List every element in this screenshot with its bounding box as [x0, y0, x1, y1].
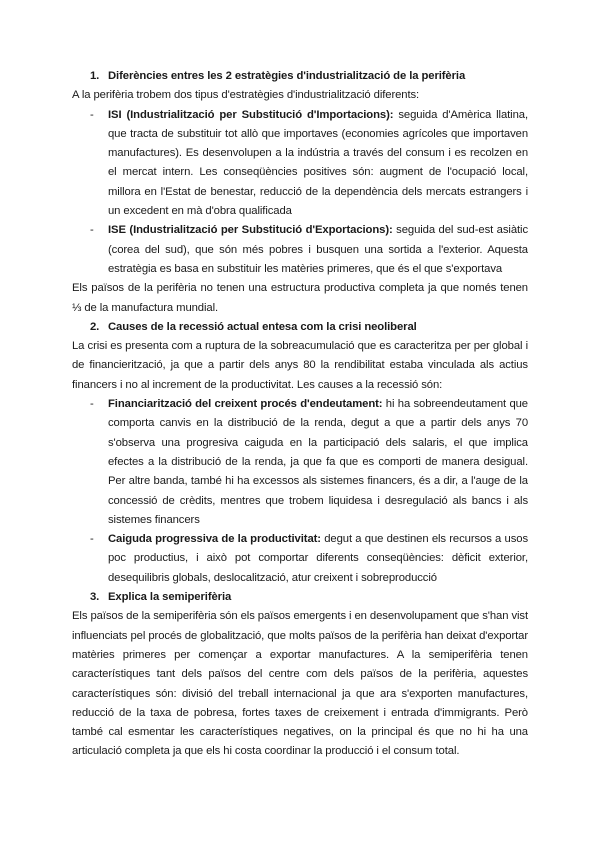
item-text: hi ha sobreendeutament que comporta canvis en la distribució de la renda, degut a que a partir dels anys 70 s'observa una progresiva caiguda en la participació dels salaris, el que implica efectes a la distribució de la renda, ja que fa que es comporti de manera desigual. Per altre banda, també hi ha excessos als sistemes financers, és a dir, a l'auge de la concessió de crèdits, mentres que trobem liquidesa i desregulació als bancs i als sistemes financers	[108, 398, 528, 526]
item-term: Caiguda progressiva de la productivitat:	[108, 533, 321, 546]
section-1-heading	[90, 67, 528, 86]
section-title: Causes de la recessió actual entesa com la crisi neoliberal	[108, 320, 417, 333]
section-title: Diferències entres les 2 estratègies d'industrialització de la perifèria	[108, 70, 466, 82]
document-page	[72, 67, 528, 762]
item-term: ISE (Industrialització per Substitució d'Exportacions):	[108, 224, 393, 237]
item-text: degut a que destinen els recursos a usos poc productius, i això pot comportar diferents conseqüències: dèficit exterior, desequilibris globals, deslocalització, atur creixent i sobreproducció	[108, 533, 528, 584]
item-term: Financiarització del creixent procés d'endeutament:	[108, 398, 383, 411]
section-2-heading	[90, 318, 528, 337]
item-text: seguida d'Amèrica llatina, que tracta de substituir tot allò que importaves (economies agrícoles que importaven manufactures). Es desenvolupen a la indústria a través del consum i es recolzen en el mercat intern. Les conseqüències positives són: augment de l'ocupació local, millora en l'Estat de benestar, reducció de la dependència dels mercats estrangers i un excedent en mà d'obra qualificada	[108, 108, 528, 218]
list-item	[90, 221, 528, 279]
section-number: 3.	[90, 591, 100, 604]
bullet-dash: -	[90, 533, 94, 546]
list-item	[90, 106, 528, 222]
item-term: ISI (Industrialització per Substitució d'Importacions):	[108, 108, 394, 121]
list-item	[90, 530, 528, 588]
bullet-dash: -	[90, 398, 94, 411]
item-text: seguida del sud-est asiàtic (corea del sud), que són més pobres i busquen una sortida a l'exterior. Aquesta estratègia es basa en substituir les matèries primeres, que és el que s'exportava	[108, 224, 528, 275]
section-3-intro: Els països de la semiperifèria són els països emergents i en desenvolupament que s'han vist influenciats pel procés de globalització, que molts països de la perifèria han deixat d'exportar matèries primeres per començar a exportar manufactures. A la semiperifèria tenen característiques tant dels països del centre com dels països de la perifèria, aquestes característiques són: divisió del treball internacional ja que ara s'exporten manufactures, reducció de la taxa de pobresa, fortes taxes de creixement i entrada d'immigrants. Però també cal esmentar les característiques negatives, on la principal és que no hi ha una articulació completa ja que els hi costa coordinar la producció i el consum total.	[72, 610, 528, 758]
bullet-dash: -	[90, 108, 94, 121]
section-3-heading	[90, 588, 528, 607]
section-2-intro: La crisi es presenta com a ruptura de la sobreacumulació que es caracteritza per per global i de financierització, ja que a partir dels anys 80 la rendibilitat estaba vinculada als actius financers i no al increment de la productivitat. Les causes a la recessió són:	[72, 340, 528, 391]
section-1-intro: A la perifèria trobem dos tipus d'estratègies d'industrialització diferents:	[72, 89, 420, 102]
section-number: 2.	[90, 320, 100, 333]
section-1-outro: Els països de la perifèria no tenen una estructura productiva completa ja que només tenen ⅓ de la manufactura mundial.	[72, 282, 528, 314]
bullet-dash: -	[90, 224, 94, 237]
section-title: Explica la semiperifèria	[108, 591, 232, 604]
section-number: 1.	[90, 70, 100, 82]
list-item	[90, 395, 528, 530]
